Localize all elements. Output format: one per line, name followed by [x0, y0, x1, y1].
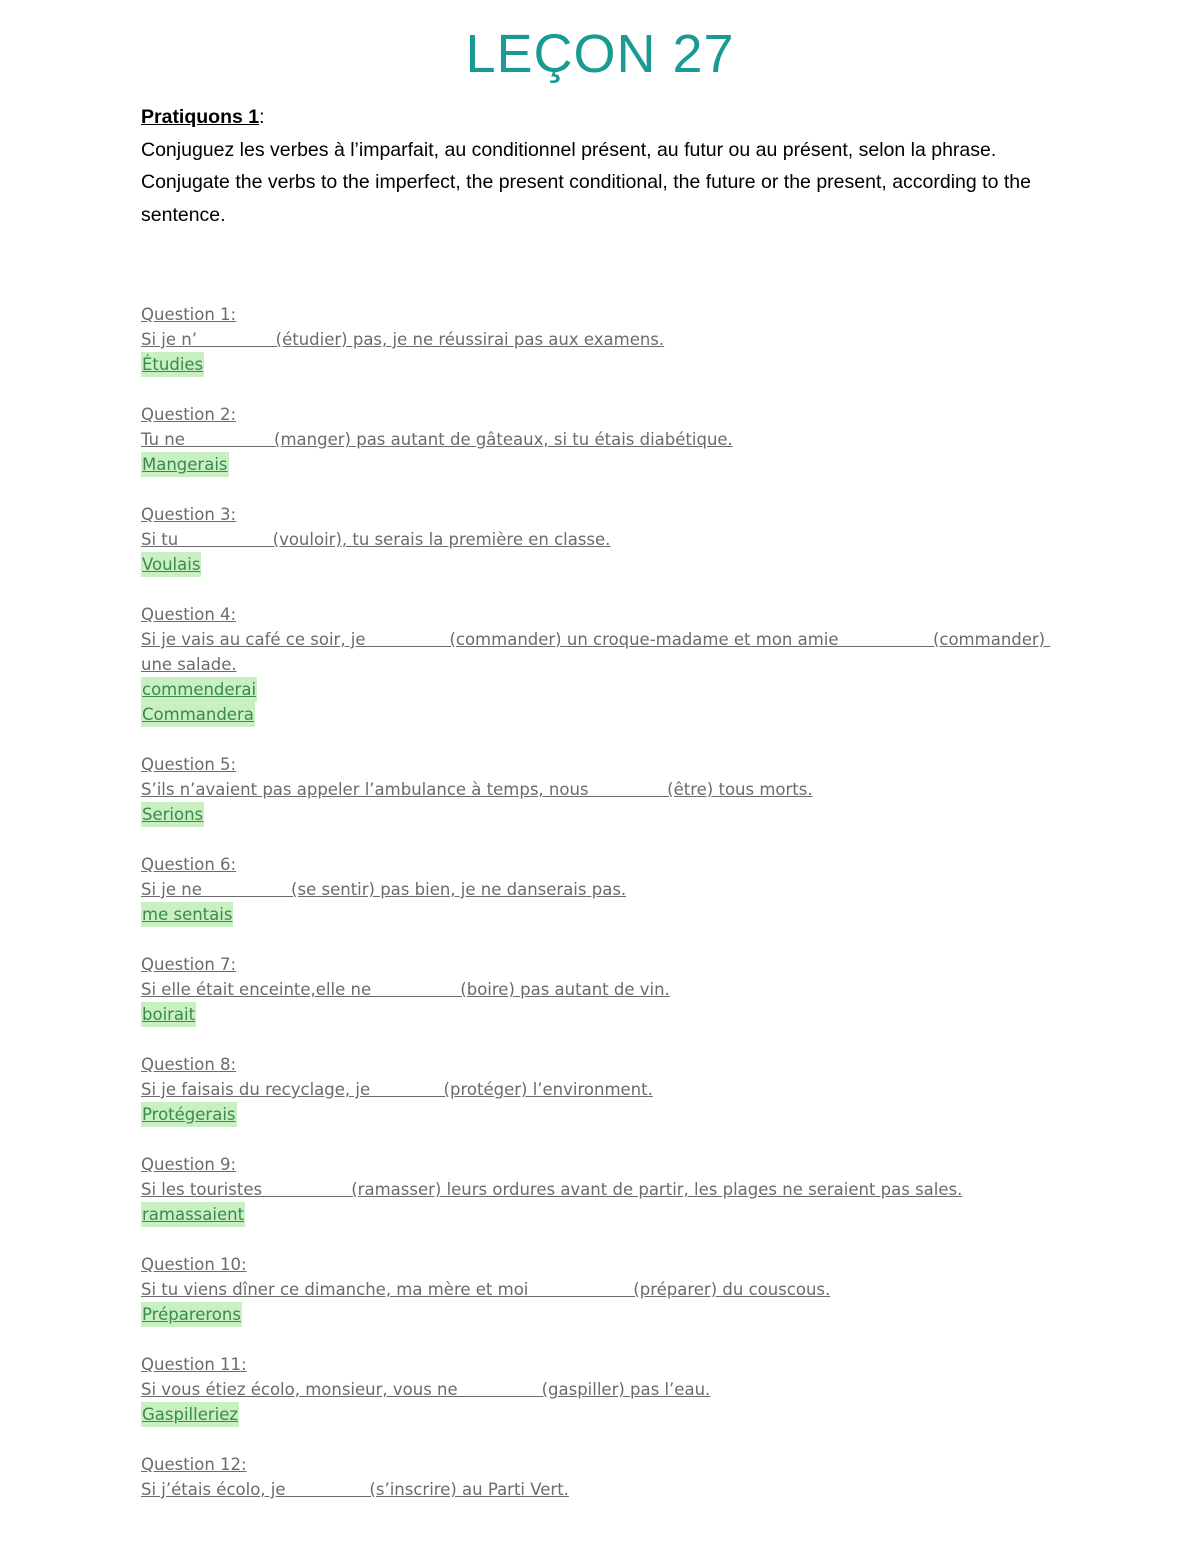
question-sentence: Si tu (vouloir), tu serais la première en classe.: [141, 530, 611, 549]
question-block: [141, 1352, 1061, 1427]
answer-line: [141, 352, 1061, 377]
question-block: [141, 502, 1061, 577]
question-sentence: Si je n’ (étudier) pas, je ne réussirai pas aux examens.: [141, 330, 665, 349]
answer-highlight: Protégerais: [141, 1102, 237, 1127]
question-block: [141, 752, 1061, 827]
question-label: Question 7:: [141, 955, 237, 974]
question-list: [141, 302, 1061, 1527]
question-block: [141, 302, 1061, 377]
answer-highlight: me sentais: [141, 902, 233, 927]
answer-line: [141, 452, 1061, 477]
question-label: Question 3:: [141, 505, 237, 524]
question-label: Question 4:: [141, 605, 237, 624]
answer-highlight: boirait: [141, 1002, 196, 1027]
question-label: Question 8:: [141, 1055, 237, 1074]
answer-line: [141, 1202, 1061, 1227]
question-block: [141, 952, 1061, 1027]
question-sentence: Si elle était enceinte,elle ne (boire) pas autant de vin.: [141, 980, 670, 999]
answer-line: [141, 552, 1061, 577]
instruction-french: Conjuguez les verbes à l’imparfait, au conditionnel présent, au futur ou au présent, selon la phrase.: [141, 138, 997, 161]
page-title: LEÇON 27: [465, 24, 735, 84]
answer-line: [141, 1402, 1061, 1427]
answer-line: [141, 1002, 1061, 1027]
exercise-heading-colon: :: [259, 106, 265, 128]
answer-line: [141, 677, 1061, 702]
question-label: Question 10:: [141, 1255, 247, 1274]
question-sentence: Si je faisais du recyclage, je (protéger) l’environment.: [141, 1080, 653, 1099]
answer-highlight: Serions: [141, 802, 204, 827]
instruction-english: Conjugate the verbs to the imperfect, the present conditional, the future or the present, according to the sentence.: [141, 171, 1031, 226]
answer-highlight: Étudies: [141, 352, 204, 377]
exercise-heading-line: [141, 101, 1041, 134]
answer-line: [141, 1302, 1061, 1327]
question-block: [141, 1452, 1061, 1502]
question-sentence: Si les touristes (ramasser) leurs ordures avant de partir, les plages ne seraient pas sales.: [141, 1180, 963, 1199]
question-block: [141, 852, 1061, 927]
answer-highlight: Voulais: [141, 552, 201, 577]
question-block: [141, 1252, 1061, 1327]
exercise-heading: Pratiquons 1: [141, 106, 260, 128]
question-sentence: S’ils n’avaient pas appeler l’ambulance à temps, nous (être) tous morts.: [141, 780, 813, 799]
question-sentence: Si j’étais écolo, je (s’inscrire) au Parti Vert.: [141, 1480, 569, 1499]
question-label: Question 9:: [141, 1155, 237, 1174]
answer-line: [141, 702, 1061, 727]
answer-highlight: Préparerons: [141, 1302, 242, 1327]
question-sentence: Si je vais au café ce soir, je (commander) un croque-madame et mon amie (commander) une salade.: [141, 630, 1051, 674]
question-label: Question 1:: [141, 305, 237, 324]
answer-highlight: Gaspilleriez: [141, 1402, 239, 1427]
answer-line: [141, 802, 1061, 827]
question-label: Question 11:: [141, 1355, 247, 1374]
answer-highlight: Commandera: [141, 702, 255, 727]
answer-highlight: Mangerais: [141, 452, 229, 477]
question-block: [141, 402, 1061, 477]
answer-highlight: commenderai: [141, 677, 257, 702]
question-label: Question 2:: [141, 405, 237, 424]
question-block: [141, 1152, 1061, 1227]
instructions: [141, 101, 1041, 231]
question-sentence: Si tu viens dîner ce dimanche, ma mère et moi (préparer) du couscous.: [141, 1280, 831, 1299]
question-sentence: Si vous étiez écolo, monsieur, vous ne (gaspiller) pas l’eau.: [141, 1380, 711, 1399]
question-label: Question 5:: [141, 755, 237, 774]
question-label: Question 6:: [141, 855, 237, 874]
question-block: [141, 602, 1061, 727]
answer-line: [141, 1102, 1061, 1127]
answer-highlight: ramassaient: [141, 1202, 245, 1227]
question-sentence: Si je ne (se sentir) pas bien, je ne danserais pas.: [141, 880, 627, 899]
answer-line: [141, 902, 1061, 927]
question-sentence: Tu ne (manger) pas autant de gâteaux, si tu étais diabétique.: [141, 430, 733, 449]
question-label: Question 12:: [141, 1455, 247, 1474]
question-block: [141, 1052, 1061, 1127]
